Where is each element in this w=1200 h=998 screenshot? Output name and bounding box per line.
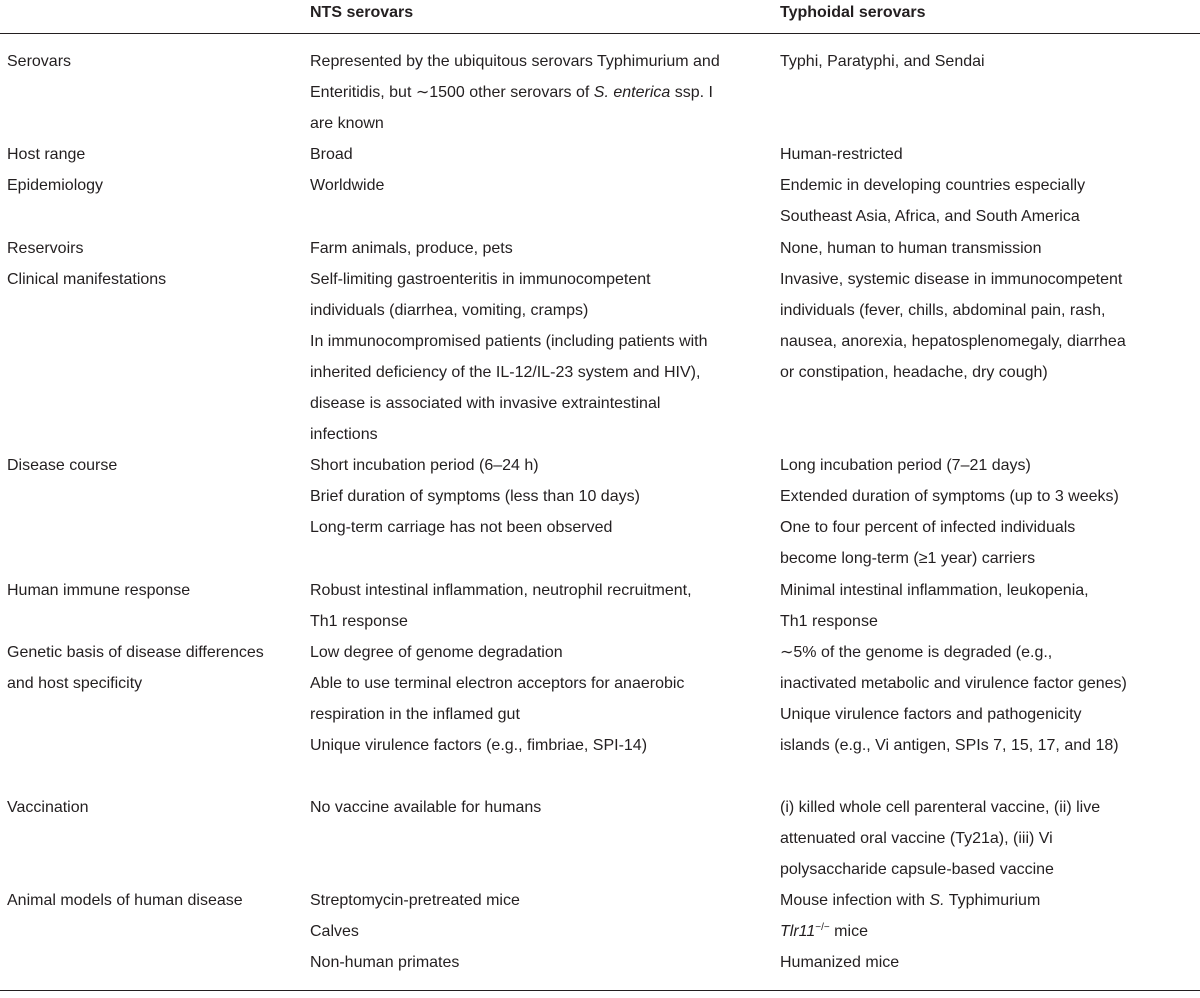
row-label-text: Clinical manifestations bbox=[7, 271, 167, 288]
cell-line: In immunocompromised patients (including patients with bbox=[310, 333, 708, 350]
cell-line: Long-term carriage has not been observed bbox=[310, 519, 613, 536]
cell-line: One to four percent of infected individuals bbox=[780, 519, 1076, 536]
nts-cell bbox=[310, 46, 770, 139]
row-label bbox=[7, 233, 297, 264]
cell-line: Unique virulence factors (e.g., fimbriae, SPI-14) bbox=[310, 737, 648, 754]
typhoidal-cell bbox=[780, 792, 1200, 885]
typhoidal-cell bbox=[780, 46, 1200, 77]
cell-line: Invasive, systemic disease in immunocompetent bbox=[780, 271, 1123, 288]
cell-line: Unique virulence factors and pathogenicity bbox=[780, 706, 1082, 723]
row-label-text: Host range bbox=[7, 146, 86, 163]
gene-name-italic: Tlr11 bbox=[780, 923, 816, 940]
cell-text: Enteritidis, but ∼1500 other serovars of bbox=[310, 84, 594, 101]
row-label bbox=[7, 792, 297, 823]
typhoidal-cell bbox=[780, 139, 1200, 170]
cell-line: individuals (fever, chills, abdominal pain, rash, bbox=[780, 302, 1106, 319]
cell-line: Streptomycin-pretreated mice bbox=[310, 892, 520, 909]
cell-line bbox=[780, 885, 1200, 916]
cell-line: or constipation, headache, dry cough) bbox=[780, 364, 1048, 381]
column-header-nts: NTS serovars bbox=[310, 4, 414, 21]
cell-line: Human-restricted bbox=[780, 146, 903, 163]
row-label bbox=[7, 885, 297, 916]
cell-line: Robust intestinal inflammation, neutrophil recruitment, bbox=[310, 582, 692, 599]
typhoidal-cell bbox=[780, 450, 1200, 574]
nts-cell bbox=[310, 637, 770, 761]
cell-line: inactivated metabolic and virulence factor genes) bbox=[780, 675, 1127, 692]
row-label-text: Epidemiology bbox=[7, 177, 104, 194]
row-label bbox=[7, 637, 297, 699]
nts-cell bbox=[310, 139, 770, 170]
row-label bbox=[7, 264, 297, 295]
cell-line: attenuated oral vaccine (Ty21a), (iii) Vi bbox=[780, 830, 1053, 847]
column-header-typhoidal: Typhoidal serovars bbox=[780, 4, 926, 21]
cell-line: infections bbox=[310, 426, 378, 443]
cell-line: None, human to human transmission bbox=[780, 240, 1042, 257]
cell-line bbox=[310, 77, 770, 108]
cell-line: Th1 response bbox=[310, 613, 408, 630]
nts-cell bbox=[310, 450, 770, 543]
cell-line: Represented by the ubiquitous serovars Typhimurium and bbox=[310, 53, 720, 70]
cell-line: become long-term (≥1 year) carriers bbox=[780, 550, 1036, 567]
cell-line: are known bbox=[310, 115, 384, 132]
typhoidal-cell bbox=[780, 264, 1200, 388]
cell-line: No vaccine available for humans bbox=[310, 799, 542, 816]
cell-line: Typhi, Paratyphi, and Sendai bbox=[780, 53, 985, 70]
cell-line: Short incubation period (6–24 h) bbox=[310, 457, 539, 474]
cell-line: Low degree of genome degradation bbox=[310, 644, 563, 661]
nts-cell bbox=[310, 264, 770, 450]
cell-line: Calves bbox=[310, 923, 359, 940]
row-label-text: Human immune response bbox=[7, 582, 191, 599]
nts-cell bbox=[310, 170, 770, 201]
nts-cell bbox=[310, 233, 770, 264]
row-label bbox=[7, 170, 297, 201]
cell-line: disease is associated with invasive extraintestinal bbox=[310, 395, 661, 412]
species-name-italic: S. enterica bbox=[593, 84, 671, 101]
cell-line: Southeast Asia, Africa, and South America bbox=[780, 208, 1080, 225]
row-label-text: and host specificity bbox=[7, 675, 143, 692]
cell-text: mice bbox=[829, 923, 868, 940]
cell-text: Typhimurium bbox=[944, 892, 1041, 909]
cell-line: Worldwide bbox=[310, 177, 385, 194]
row-label-text: Genetic basis of disease differences bbox=[7, 644, 264, 661]
row-label bbox=[7, 139, 297, 170]
row-label-text: Vaccination bbox=[7, 799, 89, 816]
nts-cell bbox=[310, 792, 770, 823]
cell-line bbox=[780, 916, 1200, 947]
cell-line: inherited deficiency of the IL-12/IL-23 system and HIV), bbox=[310, 364, 701, 381]
cell-line: Endemic in developing countries especially bbox=[780, 177, 1086, 194]
cell-line: ∼5% of the genome is degraded (e.g., bbox=[780, 644, 1053, 661]
cell-line: individuals (diarrhea, vomiting, cramps) bbox=[310, 302, 589, 319]
cell-line: Farm animals, produce, pets bbox=[310, 240, 513, 257]
cell-line: Long incubation period (7–21 days) bbox=[780, 457, 1031, 474]
typhoidal-cell bbox=[780, 575, 1200, 637]
cell-line: (i) killed whole cell parenteral vaccine, (ii) live bbox=[780, 799, 1101, 816]
cell-line: Th1 response bbox=[780, 613, 878, 630]
cell-line: Broad bbox=[310, 146, 353, 163]
cell-line: islands (e.g., Vi antigen, SPIs 7, 15, 17, and 18) bbox=[780, 737, 1119, 754]
row-label-text: Reservoirs bbox=[7, 240, 84, 257]
cell-line: Able to use terminal electron acceptors for anaerobic bbox=[310, 675, 685, 692]
cell-line: polysaccharide capsule-based vaccine bbox=[780, 861, 1054, 878]
cell-line: Extended duration of symptoms (up to 3 weeks) bbox=[780, 488, 1119, 505]
cell-text: ssp. I bbox=[670, 84, 713, 101]
typhoidal-cell bbox=[780, 170, 1200, 232]
cell-line: respiration in the inflamed gut bbox=[310, 706, 520, 723]
cell-line: nausea, anorexia, hepatosplenomegaly, diarrhea bbox=[780, 333, 1126, 350]
cell-line: Brief duration of symptoms (less than 10 days) bbox=[310, 488, 640, 505]
cell-line: Self-limiting gastroenteritis in immunocompetent bbox=[310, 271, 651, 288]
row-label-text: Animal models of human disease bbox=[7, 892, 243, 909]
cell-line: Humanized mice bbox=[780, 954, 900, 971]
knockout-superscript: −/− bbox=[815, 922, 830, 933]
header-divider bbox=[0, 33, 1200, 34]
row-label bbox=[7, 450, 297, 481]
cell-line: Minimal intestinal inflammation, leukopenia, bbox=[780, 582, 1089, 599]
row-label bbox=[7, 575, 297, 606]
nts-cell bbox=[310, 575, 770, 637]
row-label bbox=[7, 46, 297, 77]
table-bottom-rule bbox=[0, 990, 1200, 991]
cell-line: Non-human primates bbox=[310, 954, 460, 971]
row-label-text: Serovars bbox=[7, 53, 72, 70]
typhoidal-cell bbox=[780, 637, 1200, 761]
nts-cell bbox=[310, 885, 770, 978]
typhoidal-cell bbox=[780, 885, 1200, 978]
row-label-text: Disease course bbox=[7, 457, 118, 474]
typhoidal-cell bbox=[780, 233, 1200, 264]
species-name-italic: S. bbox=[929, 892, 945, 909]
cell-text: Mouse infection with bbox=[780, 892, 930, 909]
